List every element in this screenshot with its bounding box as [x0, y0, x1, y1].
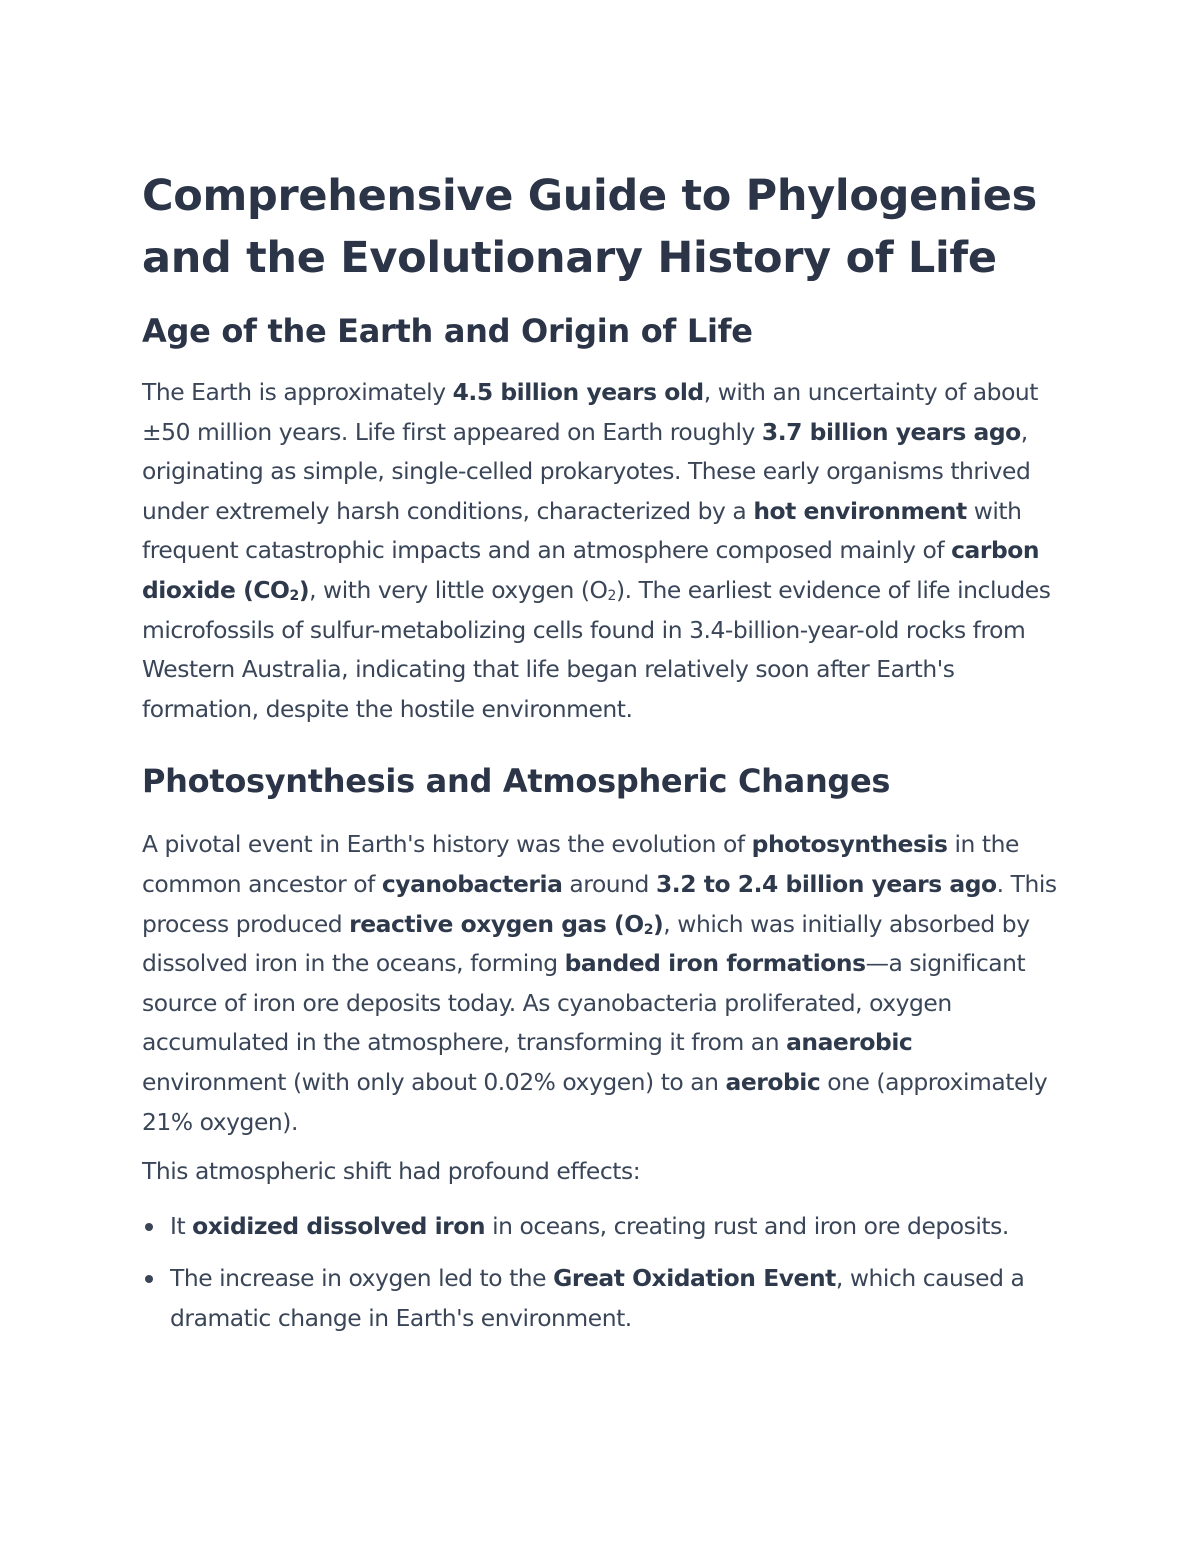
- document-page: [142, 165, 1058, 1351]
- bold-photosynthesis-date: 3.2 to 2.4 billion years ago: [655, 869, 997, 898]
- paragraph-photosynthesis: [142, 825, 1058, 1142]
- bold-earth-age: 4.5 billion years old: [452, 378, 704, 406]
- bold-photosynthesis: photosynthesis: [751, 830, 948, 859]
- text-run: one (approximately 21% oxygen).: [142, 1067, 1048, 1136]
- bold-banded-iron: banded iron formations: [564, 949, 866, 978]
- text-run: carbon dioxide (CO: [142, 536, 1040, 604]
- text-run: The increase in oxygen led to the: [170, 1264, 554, 1293]
- text-run: around: [562, 869, 656, 898]
- text-run: , with very little oxygen (O: [309, 575, 608, 604]
- bold-aerobic: aerobic: [725, 1067, 821, 1096]
- bold-oxidized-iron: oxidized dissolved iron: [192, 1211, 486, 1240]
- text-run: reactive oxygen gas (O: [349, 909, 644, 938]
- bold-hot-environment: hot environment: [753, 496, 967, 525]
- text-run: . This process produced: [142, 869, 1057, 938]
- text-run: , with an uncertainty of about ±50 million years. Life first appeared on Earth roughly: [142, 378, 1039, 446]
- text-run: A pivotal event in Earth's history was the evolution of: [142, 830, 752, 859]
- text-run: ): [298, 575, 310, 604]
- text-run: in oceans, creating rust and iron ore deposits.: [485, 1211, 1009, 1240]
- text-run: environment (with only about 0.02% oxygen) to an: [142, 1067, 726, 1096]
- text-run: in the common ancestor of: [142, 830, 1019, 898]
- document-title: Comprehensive Guide to Phylogenies and the Evolutionary History of Life: [142, 171, 1037, 283]
- text-run: ). The earliest evidence of life includes microfossils of sulfur-metabolizing cells found in 3.4-billion-year-old rocks from Western Australia, indicating that life began relatively soon after Earth's formation, despite the hostile environment.: [142, 575, 1051, 723]
- bold-anaerobic: anaerobic: [786, 1028, 913, 1057]
- paragraph-effects-intro: This atmospheric shift had profound effects:: [142, 1157, 641, 1186]
- section-heading-photosynthesis: Photosynthesis and Atmospheric Changes: [142, 762, 891, 801]
- list-item: [142, 1259, 1058, 1338]
- bold-cyanobacteria: cyanobacteria: [381, 869, 563, 898]
- subscript: 2: [289, 588, 299, 605]
- bold-reactive-oxygen: [349, 910, 663, 938]
- text-run: The Earth is approximately: [142, 378, 453, 406]
- text-run: with frequent catastrophic impacts and an atmosphere composed mainly of: [142, 496, 1022, 565]
- subscript: 2: [643, 921, 654, 938]
- text-run: —a significant source of iron ore deposits today. As cyanobacteria proliferated, oxygen accumulated in the atmosphere, transforming it from an: [142, 949, 1026, 1057]
- text-run: It: [170, 1211, 193, 1240]
- text-run: ): [653, 909, 664, 938]
- subscript: 2: [607, 588, 616, 605]
- bullet-icon: [145, 1223, 153, 1231]
- text-run: , which caused a dramatic change in Earth's environment.: [170, 1264, 1025, 1332]
- bullet-icon: [145, 1275, 153, 1283]
- bold-life-origin: 3.7 billion years ago: [761, 417, 1021, 446]
- section-heading-age-of-earth: Age of the Earth and Origin of Life: [142, 312, 753, 350]
- text-run: , originating as simple, single-celled prokaryotes. These early organisms thrived under extremely harsh conditions, characterized by a: [142, 417, 1031, 525]
- effects-list: [142, 1207, 1058, 1339]
- list-item: [142, 1207, 1058, 1247]
- paragraph-age-of-earth: [142, 373, 1058, 729]
- text-run: , which was initially absorbed by dissolved iron in the oceans, forming: [142, 909, 1030, 978]
- bold-great-oxidation-event: Great Oxidation Event: [553, 1264, 836, 1293]
